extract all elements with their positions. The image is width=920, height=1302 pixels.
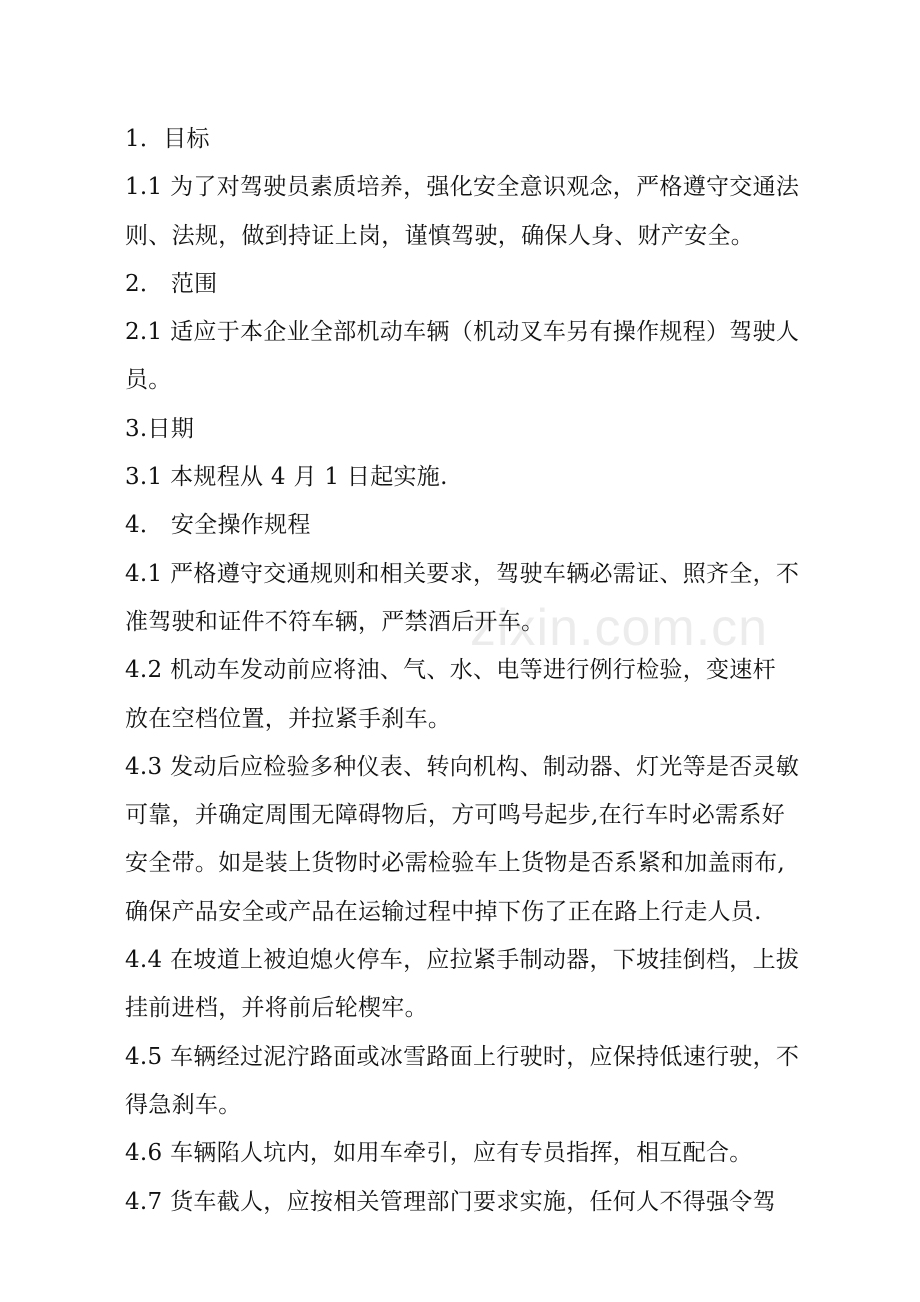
heading-safety-rules: 4． 安全操作规程 bbox=[125, 512, 311, 539]
paragraph-line: 放在空档位置，并拉紧手刹车。 bbox=[125, 705, 452, 732]
paragraph-line: 得急刹车。 bbox=[125, 1091, 242, 1118]
paragraph-line: 4.5 车辆经过泥泞路面或冰雪路面上行驶时，应保持低速行驶，不 bbox=[125, 1043, 800, 1070]
paragraph-line: 4.4 在坡道上被迫熄火停车，应拉紧手制动器，下坡挂倒档，上拔 bbox=[125, 947, 800, 974]
paragraph-line: 4.1 严格遵守交通规则和相关要求，驾驶车辆必需证、照齐全，不 bbox=[125, 560, 800, 587]
paragraph-line: 则、法规，做到持证上岗，谨慎驾驶，确保人身、财产安全。 bbox=[125, 222, 755, 249]
watermark: zixin.com.cn bbox=[470, 599, 769, 657]
paragraph-line: 4.7 货车截人，应按相关管理部门要求实施，任何人不得强令驾 bbox=[125, 1188, 776, 1215]
heading-date: 3.日期 bbox=[125, 415, 195, 442]
paragraph-line: 3.1 本规程从 4 月 1 日起实施. bbox=[125, 464, 448, 491]
paragraph-line: 员。 bbox=[125, 367, 172, 394]
paragraph-line: 2.1 适应于本企业全部机动车辆（机动叉车另有操作规程）驾驶人 bbox=[125, 319, 800, 346]
paragraph-line: 4.3 发动后应检验多种仪表、转向机构、制动器、灯光等是否灵敏 bbox=[125, 753, 800, 780]
paragraph-line: 1.1 为了对驾驶员素质培养，强化安全意识观念，严格遵守交通法 bbox=[125, 174, 800, 201]
paragraph-line: 挂前进档，并将前后轮楔牢。 bbox=[125, 995, 428, 1022]
heading-objective: 1．目标 bbox=[125, 126, 210, 152]
paragraph-line: 4.6 车辆陷人坑内，如用车牵引，应有专员指挥，相互配合。 bbox=[125, 1140, 753, 1167]
heading-scope: 2． 范围 bbox=[125, 270, 218, 297]
paragraph-line: 4.2 机动车发动前应将油、气、水、电等进行例行检验，变速杆 bbox=[125, 657, 776, 684]
paragraph-line: 准驾驶和证件不符车辆，严禁酒后开车。 bbox=[125, 608, 545, 635]
document-body bbox=[125, 115, 855, 1226]
paragraph-line: 确保产品安全或产品在运输过程中掉下伤了正在路上行走人员. bbox=[125, 898, 762, 925]
paragraph-line: 可靠，并确定周围无障碍物后，方可鸣号起步,在行车时必需系好 bbox=[125, 802, 786, 829]
paragraph-line: 安全带。如是装上货物时必需检验车上货物是否系紧和加盖雨布, bbox=[125, 850, 786, 877]
